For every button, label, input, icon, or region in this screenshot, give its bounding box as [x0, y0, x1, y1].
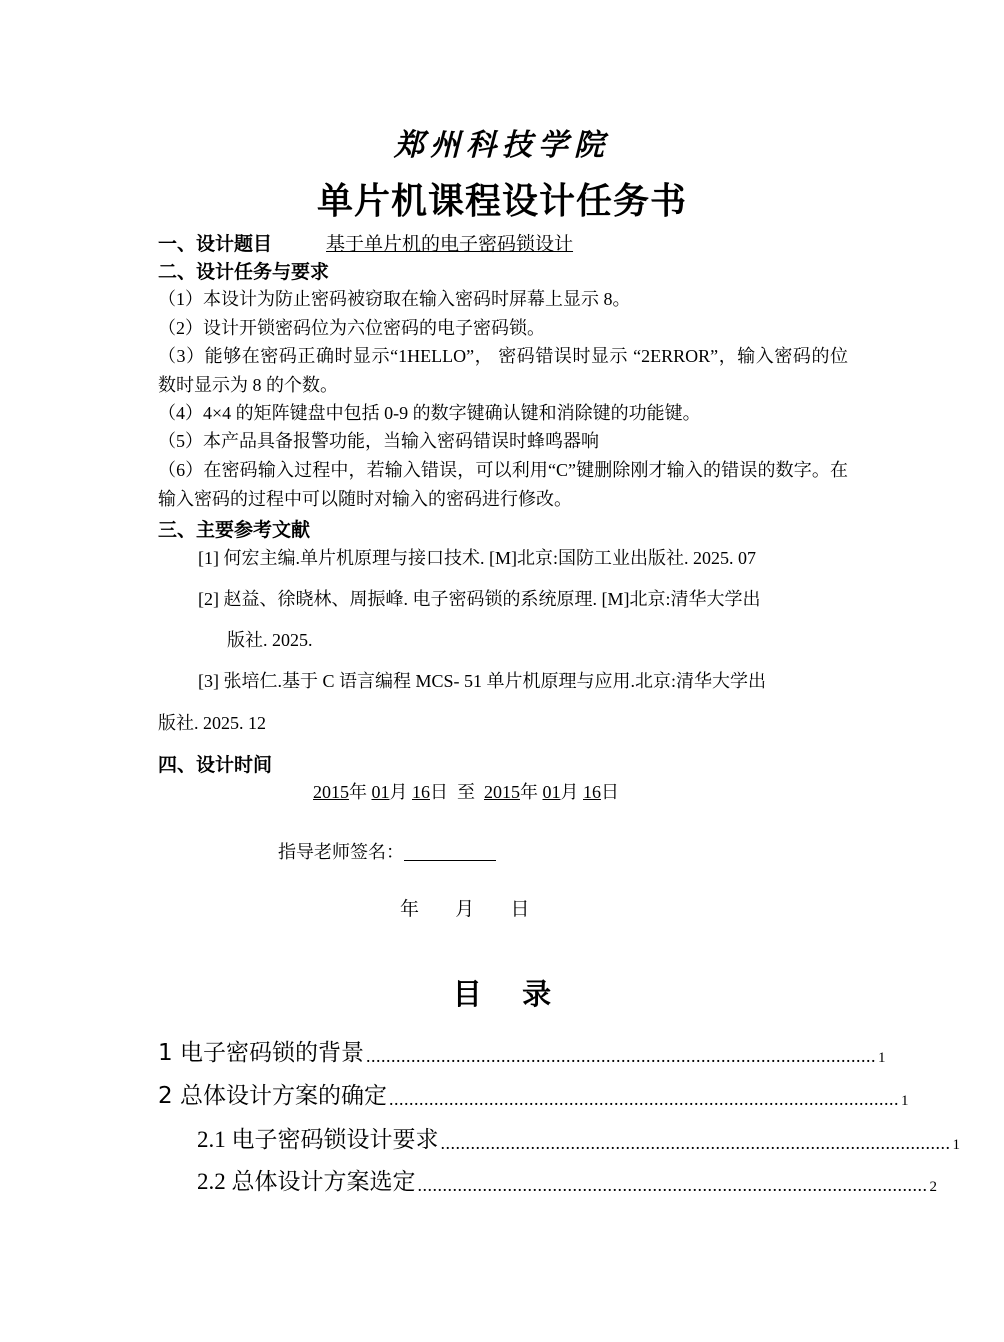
signature-label: 指导老师签名： [278, 842, 404, 863]
year-char: 年 [520, 782, 538, 802]
day-char: 日 [601, 782, 619, 802]
toc-entry-page: 1 [900, 1093, 909, 1109]
requirement-item-4: （4）4×4 的矩阵键盘中包括 0-9 的数字键确认键和消除键的功能键。 [158, 403, 701, 423]
toc-title: 目 录 [452, 977, 552, 1011]
toc-entry-text: 2.2 总体设计方案选定 [197, 1169, 416, 1194]
requirement-item-5: （5）本产品具备报警功能，当输入密码错误时蜂鸣器响 [158, 431, 599, 451]
design-period [313, 778, 619, 804]
section4-heading: 四、设计时间 [158, 754, 273, 776]
start-month: 01 [371, 782, 390, 802]
signature-line [278, 838, 496, 864]
requirement-item-3: （3）能够在密码正确时显示“1HELLO”， 密码错误时显示 “2ERROR”，输入密码的位数时显示为 8 的个数。 [158, 346, 848, 395]
toc-entry-text: 2 总体设计方案的确定 [158, 1083, 387, 1109]
toc-entry-page: 2 [929, 1179, 937, 1195]
end-month: 01 [542, 782, 561, 802]
end-year: 2015 [484, 782, 520, 802]
document-title: 单片机课程设计任务书 [316, 181, 687, 222]
to-char: 至 [457, 782, 475, 802]
toc-leader: ...................................................................................................... [388, 1089, 899, 1109]
signature-blank [404, 842, 496, 861]
start-day: 16 [412, 782, 430, 802]
day-char: 日 [430, 782, 448, 802]
section3-heading: 三、主要参考文献 [158, 519, 311, 541]
requirement-item-2: （2）设计开锁密码位为六位密码的电子密码锁。 [158, 318, 545, 338]
toc-leader: ...................................................................................................... [417, 1175, 928, 1195]
year-char: 年 [349, 782, 367, 802]
start-year: 2015 [313, 782, 349, 802]
month-char: 月 [560, 782, 579, 802]
reference-2-line1: [2] 赵益、徐晓林、周振峰. 电子密码锁的系统原理. [M]北京:清华大学出 [198, 589, 761, 609]
design-topic: 基于单片机的电子密码锁设计 [326, 233, 574, 255]
toc-entry-1[interactable] [158, 1037, 886, 1067]
toc-entry-page: 1 [877, 1050, 886, 1066]
reference-2-line2: 版社. 2025. [227, 630, 313, 650]
reference-3-line1: [3] 张培仁.基于 C 语言编程 MCS- 51 单片机原理与应用.北京:清华大学出 [198, 671, 767, 691]
toc-entry-page: 1 [952, 1137, 960, 1153]
toc-entry-3[interactable] [197, 1124, 960, 1154]
section1-label: 一、设计题目 [158, 233, 273, 255]
requirement-item-6: （6）在密码输入过程中，若输入错误，可以利用“C”键删除刚才输入的错误的数字。在输入密码的过程中可以随时对输入的密码进行修改。 [158, 460, 848, 509]
section1-heading [158, 229, 617, 256]
month-char: 月 [389, 782, 408, 802]
toc-leader: ...................................................................................................... [365, 1046, 876, 1066]
toc-entry-2[interactable] [158, 1080, 909, 1110]
school-name: 郑州科技学院 [394, 128, 610, 163]
toc-leader: ...................................................................................................... [440, 1133, 951, 1153]
toc-entry-text: 2.1 电子密码锁设计要求 [197, 1127, 439, 1152]
requirement-item-1: （1）本设计为防止密码被窃取在输入密码时屏幕上显示 8。 [158, 289, 631, 309]
reference-3-line2: 版社. 2025. 12 [158, 713, 266, 733]
reference-1: [1] 何宏主编.单片机原理与接口技术. [M]北京:国防工业出版社. 2025. 07 [198, 548, 756, 568]
toc-entry-text: 1 电子密码锁的背景 [158, 1040, 364, 1066]
signature-date: 年 月 日 [400, 898, 530, 920]
toc-entry-4[interactable] [197, 1166, 937, 1196]
end-day: 16 [583, 782, 601, 802]
section2-heading: 二、设计任务与要求 [158, 261, 330, 283]
